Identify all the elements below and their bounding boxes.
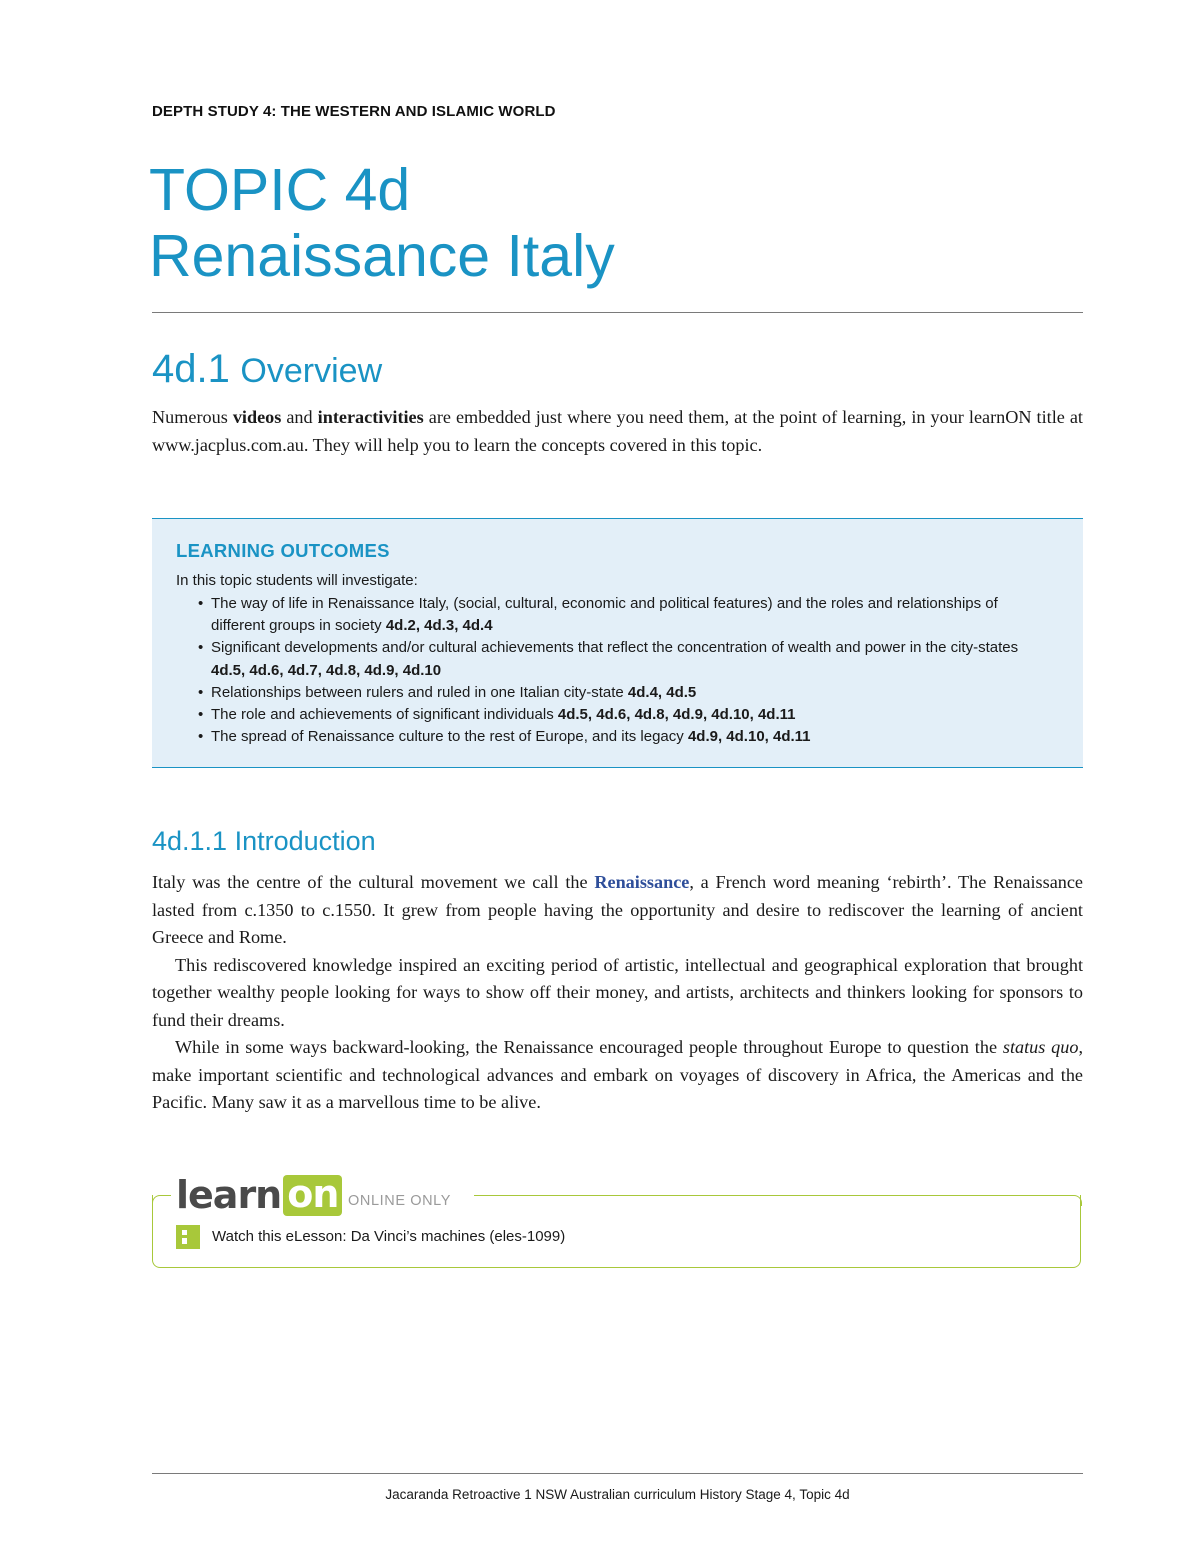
intro-p1-text-a: Italy was the centre of the cultural movement we call the: [152, 872, 595, 892]
overview-videos-term: videos: [232, 407, 282, 427]
footer-text: Jacaranda Retroactive 1 NSW Australian curriculum History Stage 4, Topic 4d: [385, 1487, 850, 1502]
elesson-title[interactable]: Da Vinci’s machines (eles-1099): [350, 1228, 566, 1245]
outcome-refs: 4d.5, 4d.6, 4d.8, 4d.9, 4d.10, 4d.11: [557, 706, 796, 724]
introduction-heading: 4d.1.1 Introduction: [152, 826, 376, 856]
learning-outcome-item: [174, 637, 1054, 681]
learnon-logo: [176, 1171, 342, 1217]
intro-p3-text-a: While in some ways backward-looking, the Renaissance encouraged people throughout Europe to question the: [175, 1037, 1003, 1057]
header-divider: [152, 312, 1083, 313]
topic-name: Renaissance Italy: [149, 223, 615, 289]
status-quo-term: status quo: [1002, 1037, 1079, 1057]
eles-video-icon[interactable]: [176, 1225, 200, 1249]
bullet-icon: •: [198, 728, 204, 746]
elesson-link[interactable]: [212, 1228, 565, 1245]
topic-title: [149, 157, 615, 289]
outcome-refs: 4d.9, 4d.10, 4d.11: [687, 728, 811, 746]
outcome-refs: 4d.4, 4d.5: [627, 683, 697, 701]
renaissance-glossary-link[interactable]: Renaissance: [594, 872, 690, 892]
intro-paragraph-3: [152, 1034, 1083, 1117]
intro-p1-text-b: , a French word meaning ‘rebirth’. The Renaissance lasted from c.1350 to c.1550. It grew from people having the opportunity and desire to rediscover the learning of ancient Greece and Rome.: [152, 872, 1084, 947]
overview-text-3: are embedded just where you need them, at the point of learning, in your learnON title at www.jacplus.com.au. They will help you to learn the concepts covered in this topic.: [152, 407, 1083, 455]
learning-outcomes-list: [174, 593, 1054, 748]
learning-outcome-item: [174, 704, 1054, 726]
learning-outcome-item: [174, 726, 1054, 748]
bullet-icon: •: [198, 706, 204, 724]
bullet-icon: •: [198, 683, 204, 701]
learning-outcome-item: [174, 682, 1054, 704]
outcome-text: The spread of Renaissance culture to the rest of Europe, and its legacy: [211, 728, 688, 746]
intro-paragraph-2: This rediscovered knowledge inspired an exciting period of artistic, intellectual and geographical exploration that brought together wealthy people looking for ways to show off their money, and artists, architects and thinkers looking for sponsors to fund their dreams.: [152, 954, 1083, 1030]
overview-text-1: Numerous: [152, 407, 233, 427]
learnon-border-top-left: [152, 1195, 171, 1206]
intro-p3-text-b: , make important scientific and technological advances and embark on voyages of discovery in Africa, the Americas and the Pacific. Many saw it as a marvellous time to be alive.: [152, 1037, 1084, 1112]
learning-outcomes-lead: In this topic students will investigate:: [176, 572, 418, 589]
depth-study-label: DEPTH STUDY 4: THE WESTERN AND ISLAMIC WORLD: [152, 103, 556, 120]
outcome-text: Relationships between rulers and ruled in one Italian city-state: [211, 683, 628, 701]
overview-interactivities-term: interactivities: [317, 407, 424, 427]
online-only-label: ONLINE ONLY: [348, 1193, 452, 1209]
learnon-panel: [152, 1171, 1083, 1270]
learning-outcome-item: [174, 593, 1054, 637]
learnon-border-top-right: [474, 1195, 1082, 1206]
topic-number: TOPIC 4d: [149, 157, 411, 223]
overview-heading: [152, 345, 382, 395]
outcome-refs: 4d.5, 4d.6, 4d.7, 4d.8, 4d.9, 4d.10: [211, 661, 442, 679]
watch-label: Watch this eLesson:: [212, 1228, 351, 1245]
learnon-logo-on: on: [283, 1175, 342, 1216]
overview-number: 4d.1: [152, 347, 230, 391]
overview-title: Overview: [240, 352, 383, 390]
overview-paragraph: [152, 404, 1083, 459]
outcome-refs: 4d.2, 4d.3, 4d.4: [385, 617, 493, 635]
outcome-text: The role and achievements of significant individuals: [211, 706, 558, 724]
learning-outcomes-box: [152, 518, 1083, 768]
introduction-body: [152, 869, 1083, 1117]
learning-outcomes-title: LEARNING OUTCOMES: [176, 540, 390, 561]
bullet-icon: •: [198, 595, 204, 612]
outcome-text: The way of life in Renaissance Italy, (social, cultural, economic and political features) and the roles and relationships of different groups in society: [211, 595, 998, 635]
footer-divider: [152, 1473, 1083, 1474]
intro-paragraph-1: [152, 869, 1083, 952]
overview-text-2: and: [281, 407, 318, 427]
bullet-icon: •: [198, 639, 204, 657]
outcome-text: Significant developments and/or cultural achievements that reflect the concentration of wealth and power in the city-states: [211, 639, 1019, 657]
learnon-logo-learn: learn: [176, 1173, 282, 1217]
